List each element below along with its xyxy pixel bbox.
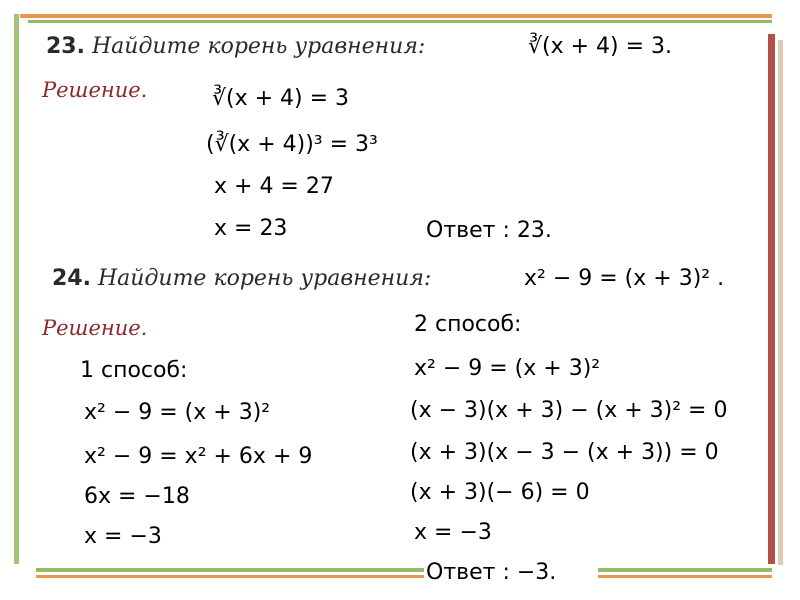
problem-23-answer: Ответ : 23. (426, 218, 552, 243)
problem-24-equation: x² − 9 = (x + 3)² . (524, 266, 725, 291)
frame-top-orange-line (20, 14, 772, 18)
problem-23-equation: ∛(x + 4) = 3. (528, 34, 673, 59)
method-1-step-3: 6x = −18 (84, 484, 190, 509)
frame-left-green-line (14, 14, 19, 564)
frame-right-red-bar (768, 34, 775, 564)
problem-23-step-3: x + 4 = 27 (214, 174, 334, 199)
method-2-label: 2 способ: (414, 312, 522, 337)
problem-24-heading (52, 266, 431, 291)
method-2-step-1: x² − 9 = (x + 3)² (414, 356, 601, 381)
problem-23-step-4: x = 23 (214, 216, 288, 241)
frame-bottom-green-line-left (36, 568, 424, 572)
method-2-step-3: (x + 3)(x − 3 − (x + 3)) = 0 (410, 440, 719, 465)
method-1-step-2: x² − 9 = x² + 6x + 9 (84, 444, 313, 469)
method-1-step-4: x = −3 (84, 524, 162, 549)
frame-bottom-orange-line-left (36, 575, 424, 578)
problem-23-heading (46, 34, 425, 59)
problem-23-number: 23. (46, 34, 85, 59)
problem-23-step-2: (∛(x + 4))³ = 3³ (206, 132, 378, 157)
method-2-step-4: (x + 3)(− 6) = 0 (410, 480, 590, 505)
problem-23-solution-label: Решение. (42, 78, 148, 102)
frame-bottom-green-line-right (598, 568, 772, 572)
problem-23-step-1: ∛(x + 4) = 3 (212, 86, 350, 111)
method-1-step-1: x² − 9 = (x + 3)² (84, 400, 271, 425)
method-2-step-2: (x − 3)(x + 3) − (x + 3)² = 0 (410, 398, 728, 423)
method-2-step-5: x = −3 (414, 520, 492, 545)
problem-23-title: Найдите корень уравнения: (91, 34, 426, 59)
problem-24-solution-label: Решение. (42, 316, 148, 340)
frame-right-tan-bar (778, 40, 783, 565)
method-1-label: 1 способ: (80, 358, 188, 383)
problem-24-title: Найдите корень уравнения: (97, 266, 432, 291)
frame-bottom-orange-line-right (598, 575, 772, 578)
problem-24-number: 24. (52, 266, 91, 291)
frame-top-green-line (28, 20, 772, 23)
problem-24-answer: Ответ : −3. (426, 560, 557, 585)
